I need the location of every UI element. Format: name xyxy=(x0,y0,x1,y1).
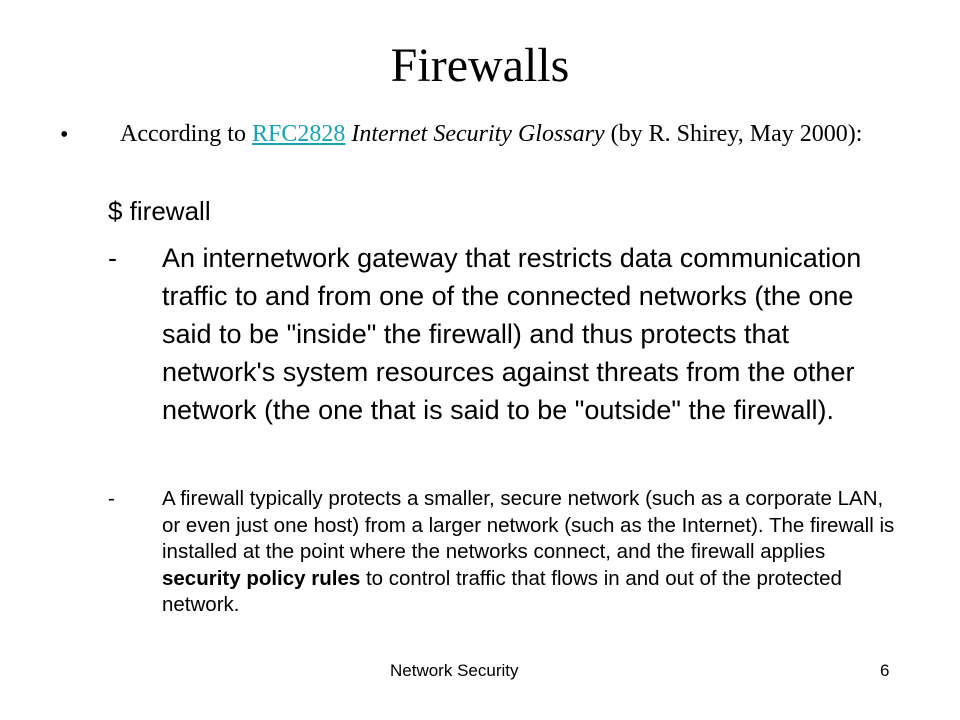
definition-text xyxy=(162,486,902,619)
dash-marker: - xyxy=(108,243,117,273)
glossary-title: Internet Security Glossary xyxy=(345,121,605,147)
definition-text: An internetwork gateway that restricts data communication traffic to and from one of the connected networks (the one said to be "inside" the firewall) and thus protects that network's system resources against threats from the other network (the one that is said to be "outside" the firewall). xyxy=(162,243,862,425)
dash-marker: - xyxy=(108,487,115,510)
footer-label: Network Security xyxy=(390,661,519,680)
citation-suffix: (by R. Shirey, May 2000): xyxy=(604,121,863,147)
definition-part: to control traffic that flows in and out of the protected network. xyxy=(162,566,842,616)
term-heading: $ firewall xyxy=(108,196,211,226)
source-citation xyxy=(120,118,910,151)
rfc-link[interactable]: RFC2828 xyxy=(251,121,346,147)
citation-prefix: According to xyxy=(120,121,252,147)
emphasis-text: security policy rules xyxy=(162,566,361,590)
definition-part: A firewall typically protects a smaller, secure network (such as a corporate LAN, or even just one host) from a larger network (such as the Internet). The firewall is installed at the point where the networks connect, and the firewall applies xyxy=(162,487,895,563)
bullet-icon: • xyxy=(60,122,69,148)
slide-title: Firewalls xyxy=(390,39,570,92)
page-number: 6 xyxy=(880,661,890,680)
